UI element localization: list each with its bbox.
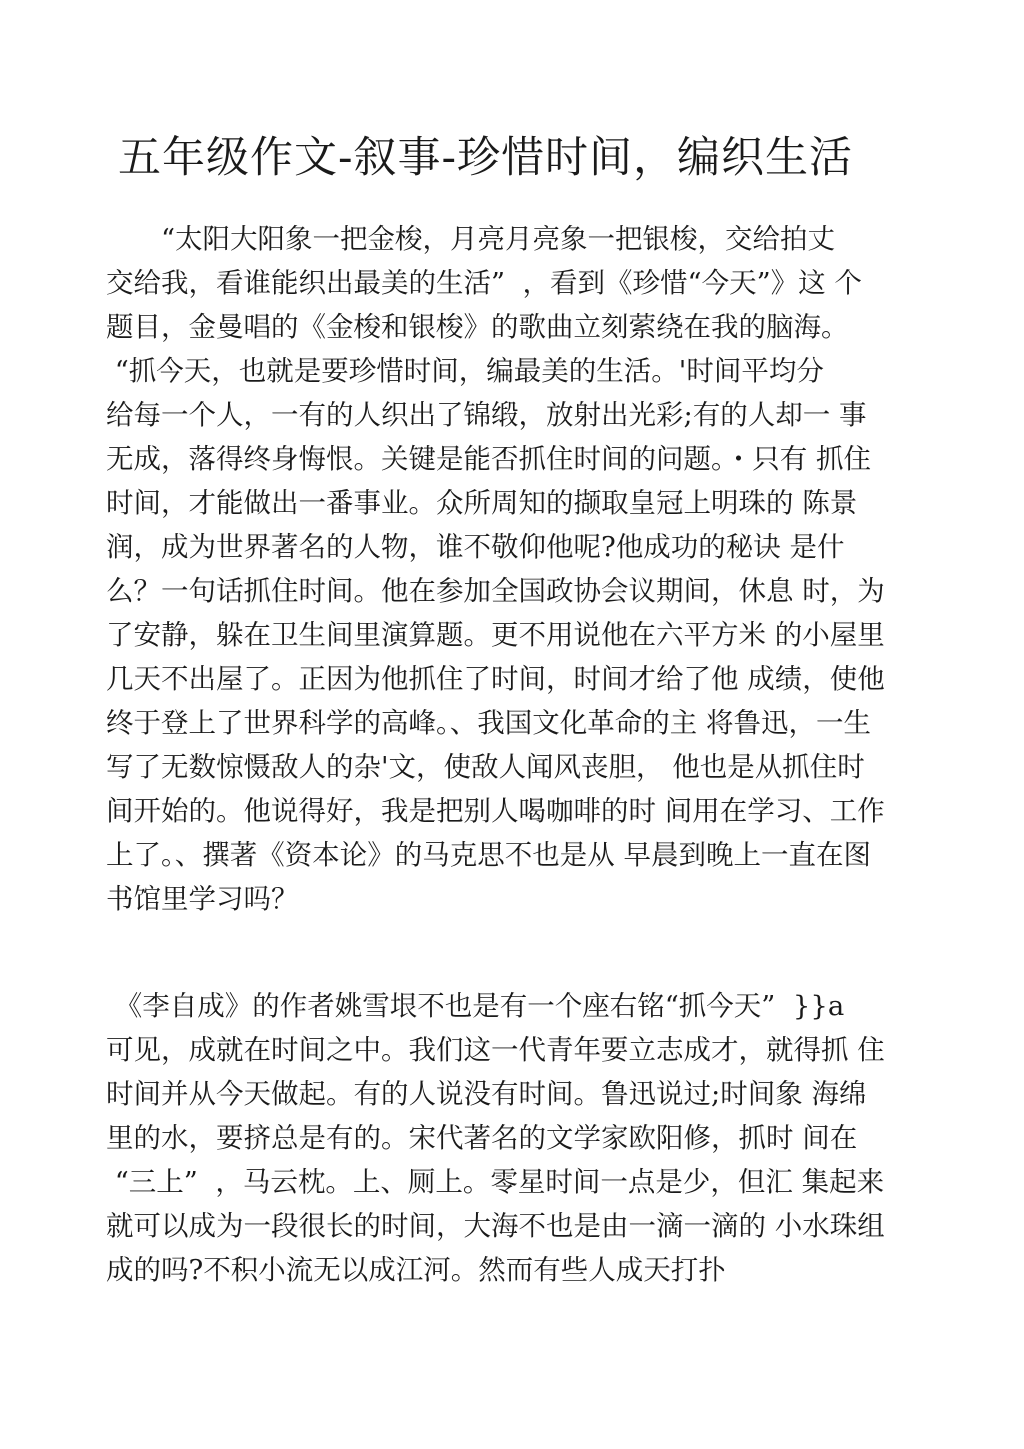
document-title: 五年级作文-叙事-珍惜时间，编织生活 [118,133,854,183]
text-line: 了安静，躲在卫生间里演算题。更不用说他在六平方米 的小屋里 [106,619,885,651]
text-line: 终于登上了世界科学的高峰。、我国文化革命的主 将鲁迅，一生 [106,707,871,739]
text-line: “三上” ，马云枕。上、厕上。零星时间一点是少，但汇 集起来 [106,1166,885,1198]
text-line: 么？一句话抓住时间。他在参加全国政协会议期间，休息 时，为 [106,575,885,607]
text-line: 就可以成为一段很长的时间，大海不也是由一滴一滴的 小水珠组 [106,1210,885,1242]
text-line: 可见，成就在时间之中。我们这一代青年要立志成才，就得抓 住 [106,1034,885,1066]
text-line: 写了无数惊慑敌人的杂'文，使敌人闻风丧胆， 他也是从抓住时 [106,751,865,783]
text-line: 里的水，要挤总是有的。宋代著名的文学家欧阳修，抓时 间在 [106,1122,858,1154]
text-line: 无成，落得终身悔恨。关键是能否抓住时间的问题。・只有 抓住 [106,443,871,475]
text-line: 题目，金曼唱的《金梭和银梭》的歌曲立刻萦绕在我的脑海。 [106,311,849,343]
text-line: “太阳大阳象一把金梭，月亮月亮象一把银梭，交给拍丈 [106,223,836,255]
text-line: 时间，才能做出一番事业。众所周知的撷取皇冠上明珠的 陈景 [106,487,858,519]
text-line: 时间并从今天做起。有的人说没有时间。鲁迅说过;时间象 海绵 [106,1078,867,1110]
text-line: 润，成为世界著名的人物，谁不敬仰他呢?他成功的秘诀 是什 [106,531,845,563]
text-line: 上了。、撰著《资本论》的马克思不也是从 早晨到晚上一直在图 [106,839,871,871]
text-line: 《李自成》的作者姚雪垠不也是有一个座右铭“抓今天” }}a [106,990,845,1022]
text-line: 书馆里学习吗？ [106,883,299,915]
text-line: 成的吗?不积小流无以成江河。然而有些人成天打扑 [106,1254,726,1286]
text-line: 给每一个人，一有的人织出了锦缎，放射出光彩;有的人却一 事 [106,399,867,431]
text-line: 交给我，看谁能织出最美的生活” ，看到《珍惜“今天”》这 个 [106,267,862,299]
text-line: “抓今天，也就是要珍惜时间，编最美的生活。'时间平均分 [106,355,824,387]
text-line: 几天不出屋了。正因为他抓住了时间，时间才给了他 成绩，使他 [106,663,885,695]
text-line: 间开始的。他说得好，我是把别人喝咖啡的时 间用在学习、工作 [106,795,885,827]
